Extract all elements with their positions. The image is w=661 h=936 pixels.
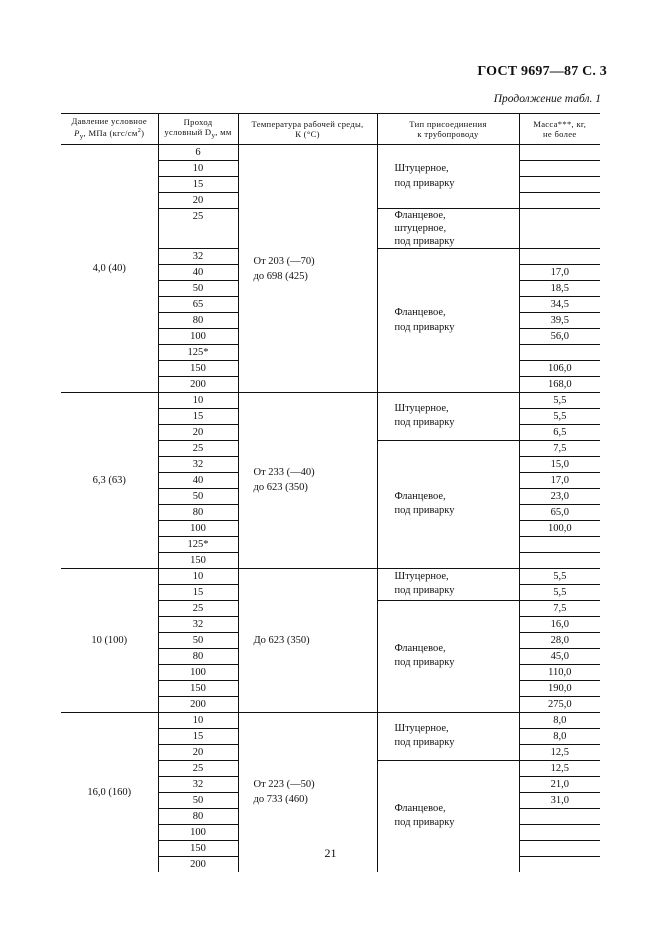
pressure-cell: 4,0 (40) [61, 145, 158, 393]
dn-cell: 65 [158, 297, 238, 313]
mass-cell: 21,0 [519, 776, 600, 792]
dn-cell: 20 [158, 424, 238, 440]
valve-specification-table [61, 113, 600, 872]
dn-cell: 150 [158, 361, 238, 377]
pressure-cell: 6,3 (63) [61, 393, 158, 569]
mass-cell: 275,0 [519, 696, 600, 712]
connection-cell: Фланцевое, под приварку [377, 440, 519, 568]
dn-cell: 25 [158, 440, 238, 456]
dn-cell: 100 [158, 520, 238, 536]
mass-cell [519, 345, 600, 361]
dn-cell: 15 [158, 408, 238, 424]
pressure-cell: 16,0 (160) [87, 786, 132, 798]
mass-cell: 8,0 [519, 712, 600, 728]
header-pressure: Давление условное $P_у$, МПа $(кгс/см^2)$ [61, 114, 158, 145]
table-row [61, 145, 600, 161]
mass-cell [519, 193, 600, 209]
temperature-cell: До 623 (350) [238, 568, 377, 712]
dn-cell: 32 [158, 776, 238, 792]
dn-cell: 150 [158, 552, 238, 568]
mass-cell: 8,0 [519, 728, 600, 744]
mass-cell [519, 552, 600, 568]
dn-cell: 25 [158, 600, 238, 616]
mass-cell: 110,0 [519, 664, 600, 680]
dn-cell: 25 [158, 209, 238, 249]
dn-cell: 50 [158, 792, 238, 808]
table-row [61, 712, 600, 728]
dn-cell: 125* [158, 536, 238, 552]
mass-cell [519, 209, 600, 249]
dn-cell: 20 [158, 744, 238, 760]
mass-cell: 7,5 [519, 440, 600, 456]
document-code: ГОСТ 9697—87 С. 3 [477, 64, 607, 79]
dn-cell: 10 [158, 712, 238, 728]
dn-cell: 32 [158, 616, 238, 632]
dn-cell: 100 [158, 664, 238, 680]
dn-cell: 150 [158, 680, 238, 696]
mass-cell: 28,0 [519, 632, 600, 648]
dn-cell: 10 [158, 161, 238, 177]
connection-cell: Штуцерное, под приварку [377, 568, 519, 600]
mass-cell: 6,5 [519, 424, 600, 440]
mass-cell: 17,0 [519, 265, 600, 281]
mass-cell [519, 808, 600, 824]
mass-cell: 7,5 [519, 600, 600, 616]
mass-cell: 5,5 [519, 584, 600, 600]
header-connection-type: Тип присоединения к трубопроводу [377, 114, 519, 145]
dn-cell: 200 [158, 696, 238, 712]
dn-cell: 80 [158, 504, 238, 520]
dn-cell: 20 [158, 193, 238, 209]
dn-cell: 80 [158, 648, 238, 664]
mass-cell: 5,5 [519, 393, 600, 409]
header-nominal-diameter: Проход условный $D_у$, мм [158, 114, 238, 145]
dn-cell: 50 [158, 632, 238, 648]
table-continuation-label: Продолжение табл. 1 [493, 93, 601, 105]
page-number: 21 [324, 846, 337, 860]
dn-cell: 80 [158, 313, 238, 329]
mass-cell: 39,5 [519, 313, 600, 329]
dn-cell: 80 [158, 808, 238, 824]
mass-cell: 34,5 [519, 297, 600, 313]
connection-cell: Штуцерное, под приварку [377, 145, 519, 209]
mass-cell [519, 177, 600, 193]
mass-cell: 5,5 [519, 408, 600, 424]
mass-cell: 5,5 [519, 568, 600, 584]
mass-cell [519, 536, 600, 552]
dn-cell: 125* [158, 345, 238, 361]
dn-cell: 10 [158, 568, 238, 584]
dn-cell: 100 [158, 824, 238, 840]
dn-cell: 6 [158, 145, 238, 161]
mass-cell: 65,0 [519, 504, 600, 520]
mass-cell: 168,0 [519, 377, 600, 393]
connection-cell: Фланцевое, под приварку [377, 249, 519, 393]
table-row [61, 393, 600, 409]
mass-cell: 17,0 [519, 472, 600, 488]
pressure-cell: 10 (100) [61, 568, 158, 712]
dn-cell: 50 [158, 488, 238, 504]
mass-cell [519, 824, 600, 840]
dn-cell: 32 [158, 249, 238, 265]
dn-cell: 10 [158, 393, 238, 409]
connection-cell: Штуцерное, под приварку [377, 393, 519, 441]
dn-cell: 15 [158, 584, 238, 600]
dn-cell: 40 [158, 265, 238, 281]
dn-cell: 150 [158, 840, 238, 856]
mass-cell: 16,0 [519, 616, 600, 632]
dn-cell: 200 [158, 856, 238, 872]
mass-cell: 31,0 [519, 792, 600, 808]
mass-cell: 12,5 [519, 744, 600, 760]
mass-cell: 190,0 [519, 680, 600, 696]
mass-cell: 15,0 [519, 456, 600, 472]
connection-cell: Фланцевое, под приварку [377, 760, 519, 872]
header-temperature: Температура рабочей среды, К (°С) [238, 114, 377, 145]
table-row [61, 568, 600, 584]
connection-cell: Фланцевое, под приварку [377, 600, 519, 712]
mass-cell: 45,0 [519, 648, 600, 664]
mass-cell: 106,0 [519, 361, 600, 377]
table-header-row [61, 114, 600, 145]
mass-cell [519, 249, 600, 265]
dn-cell: 15 [158, 177, 238, 193]
mass-cell: 100,0 [519, 520, 600, 536]
mass-cell: 56,0 [519, 329, 600, 345]
mass-cell [519, 145, 600, 161]
mass-cell: 18,5 [519, 281, 600, 297]
dn-cell: 200 [158, 377, 238, 393]
dn-cell: 50 [158, 281, 238, 297]
mass-cell: 12,5 [519, 760, 600, 776]
temperature-cell: От 203 (—70) до 698 (425) [238, 145, 377, 393]
dn-cell: 25 [158, 760, 238, 776]
dn-cell: 40 [158, 472, 238, 488]
dn-cell: 32 [158, 456, 238, 472]
temperature-cell: От 233 (—40) до 623 (350) [238, 393, 377, 569]
connection-cell: Штуцерное, под приварку [377, 712, 519, 760]
mass-cell: 23,0 [519, 488, 600, 504]
connection-cell: Фланцевое, штуцерное, под приварку [377, 209, 519, 249]
header-mass: Масса***, кг, не более [519, 114, 600, 145]
mass-cell [519, 161, 600, 177]
dn-cell: 15 [158, 728, 238, 744]
temperature-cell: От 223 (—50) до 733 (460) [238, 712, 377, 872]
dn-cell: 100 [158, 329, 238, 345]
